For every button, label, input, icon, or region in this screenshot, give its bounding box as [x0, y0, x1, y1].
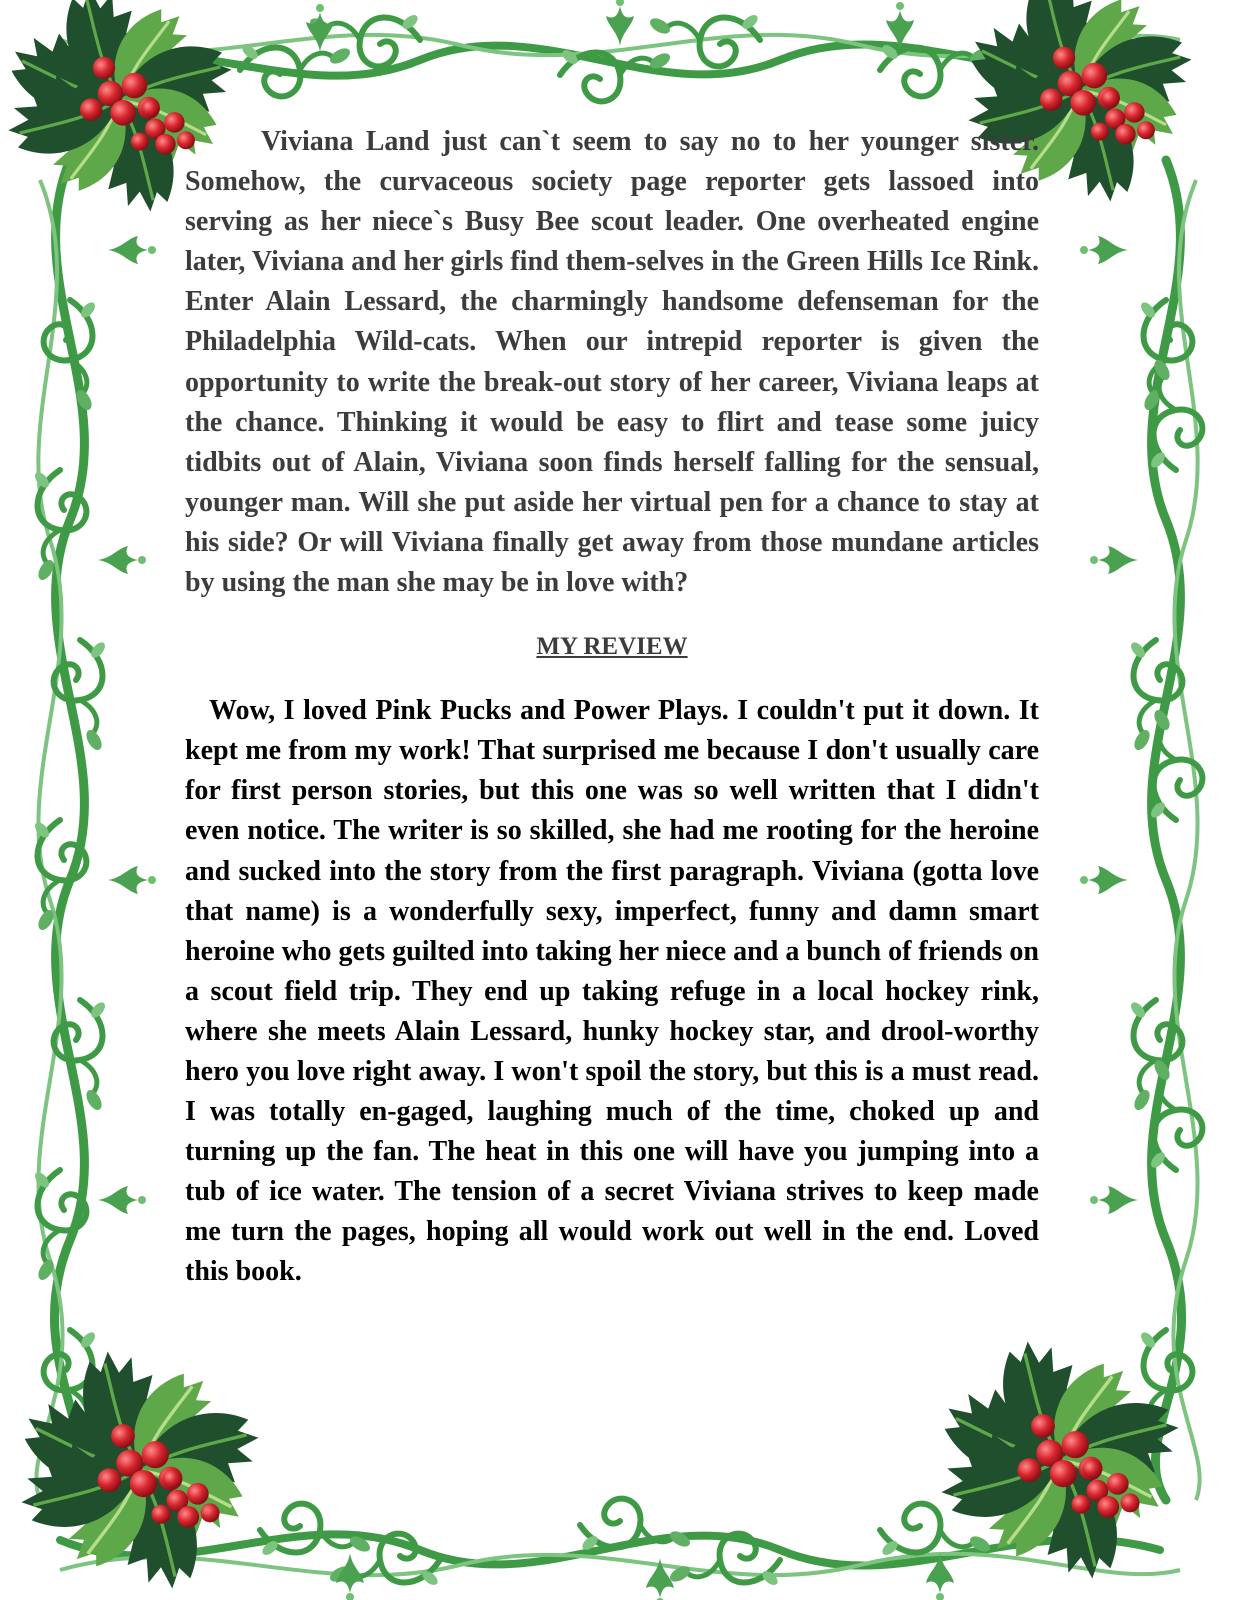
book-synopsis: Viviana Land just can`t seem to say no to her younger sister. Somehow, the curvaceous society page reporter gets lassoed into serving as her niece`s Busy Bee scout leader. One overheated engine later, Viviana and her girls find them-selves in the Green Hills Ice Rink. Enter Alain Lessard, the charmingly handsome defenseman for the Philadelphia Wild-cats. When our intrepid reporter is given the opportunity to write the break-out story of her career, Viviana leaps at the chance. Thinking it would be easy to flirt and tease some juicy tidbits out of Alain, Viviana soon finds herself falling for the sensual, younger man. Will she put aside her virtual pen for a chance to stay at his side? Or will Viviana finally get away from those mundane articles by using the man she may be in love with? [185, 126, 1039, 599]
book-review-text [185, 122, 1039, 1293]
review-body: Wow, I loved Pink Pucks and Power Plays. I couldn't put it down. It kept me from my work! That surprised me because I don't usually care for first person stories, but this one was so well written that I didn't even notice. The writer is so skilled, she had me rooting for the heroine and sucked into the story from the first paragraph. Viviana (gotta love that name) is a wonderfully sexy, imperfect, funny and damn smart heroine who gets guilted into taking her niece and a bunch of friends on a scout field trip. They end up taking refuge in a local hockey rink, where she meets Alain Lessard, hunky hockey star, and drool-worthy hero you love right away. I won't spoil the story, but this is a must read. I was totally en-gaged, laughing much of the time, choked up and turning up the fan. The heat in this one will have you jumping into a tub of ice water. The tension of a secret Viviana strives to keep made me turn the pages, hoping all would work out well in the end. Loved this book. [185, 695, 1039, 1288]
right-vine [1080, 160, 1202, 1500]
review-heading: MY REVIEW [536, 633, 688, 661]
left-vine [32, 160, 156, 1500]
